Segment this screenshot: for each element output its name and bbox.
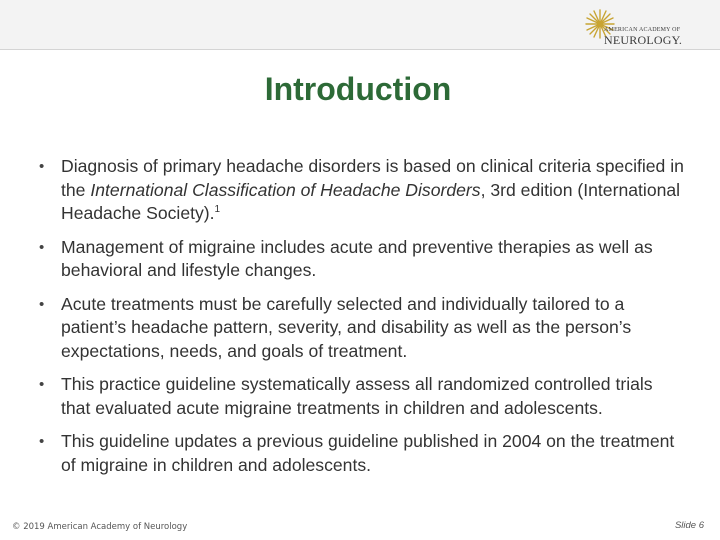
- aan-logo: [584, 8, 702, 48]
- bullet-item: [36, 155, 686, 226]
- bullet-item: [36, 293, 686, 364]
- bullet-text-post: , 3rd edition (International Headache Society).: [61, 179, 681, 223]
- bullet-text: This guideline updates a previous guideline published in 2004 on the treatment of migraine in children and adolescents.: [61, 431, 675, 475]
- citation-superscript: 1: [214, 204, 221, 216]
- footer-copyright: © 2019 American Academy of Neurology: [12, 522, 188, 532]
- bullet-text: Management of migraine includes acute and preventive therapies as well as behavioral and lifestyle changes.: [61, 236, 653, 280]
- logo-org-line: AMERICAN ACADEMY OF: [604, 27, 681, 33]
- slide-number: Slide 6: [674, 520, 704, 531]
- bullet-marker: •: [39, 376, 45, 393]
- bullet-list: [36, 155, 686, 477]
- bullet-item: [36, 236, 686, 283]
- bullet-item: [36, 430, 686, 477]
- bullet-marker: •: [39, 295, 45, 313]
- bullet-marker: •: [39, 158, 45, 175]
- bullet-marker: •: [39, 433, 45, 450]
- slide-title: Introduction: [264, 71, 452, 107]
- bullet-text: Acute treatments must be carefully selected and individually tailored to a patient’s headache pattern, severity, and disability as well as the person’s expectations, needs, and goals of treatment.: [61, 293, 632, 361]
- bullet-item: [36, 373, 686, 420]
- bullet-text: [61, 155, 686, 226]
- bullet-marker: •: [39, 238, 45, 256]
- bullet-text-pre: Diagnosis of primary headache disorders is based on clinical criteria specified in the: [61, 156, 684, 200]
- bullet-text-italic: International Classification of Headache Disorders: [90, 179, 481, 200]
- logo-wordmark: NEUROLOGY.: [604, 33, 683, 47]
- bullet-text: This practice guideline systematically assess all randomized controlled trials that evaluated acute migraine treatments in children and adolescents.: [61, 374, 653, 418]
